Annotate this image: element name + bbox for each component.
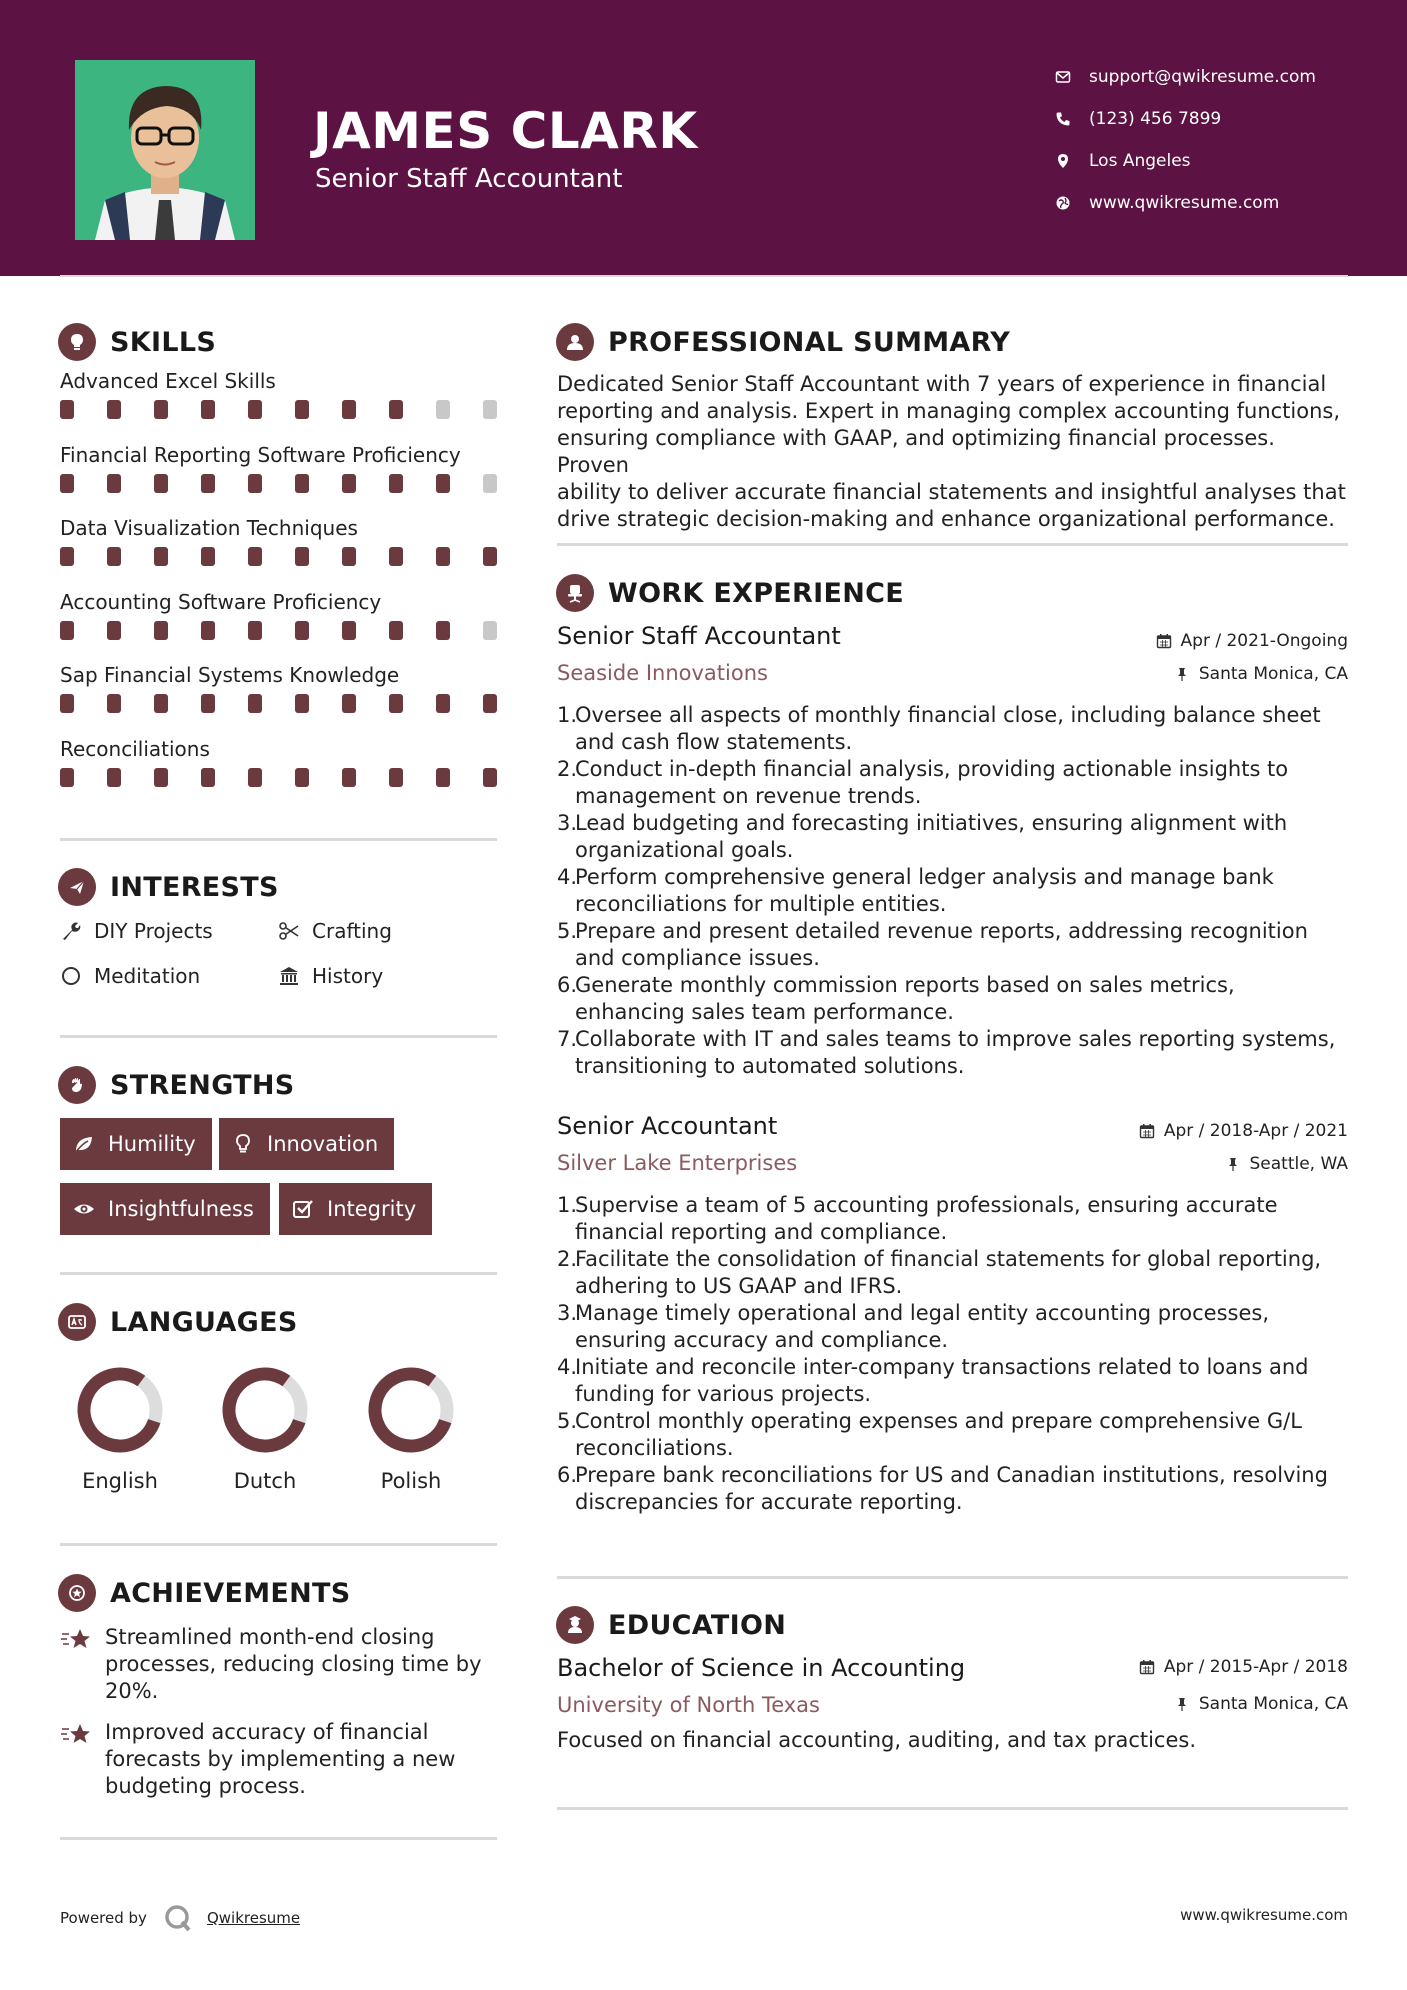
bullet-line: Generate monthly commission reports based on sales metrics, xyxy=(575,973,1235,997)
languages-title: LANGUAGES xyxy=(110,1306,298,1338)
bullet-text xyxy=(575,972,1235,1026)
job-bullet xyxy=(557,1192,1352,1246)
skill-dot xyxy=(389,474,403,493)
candidate-title: Senior Staff Accountant xyxy=(315,164,623,194)
skill-dot xyxy=(60,694,74,713)
bullet-line: reconciliations for multiple entities. xyxy=(575,892,947,916)
skill-dot xyxy=(154,621,168,640)
language-ring xyxy=(220,1365,310,1455)
strength-label: Innovation xyxy=(267,1132,379,1156)
skill-rating xyxy=(60,474,497,493)
summary-divider xyxy=(557,543,1348,546)
skill-dot xyxy=(295,474,309,493)
skill-dot xyxy=(107,474,121,493)
bullet-text xyxy=(575,1026,1335,1080)
skill-dot xyxy=(295,547,309,566)
skill-rating xyxy=(60,621,497,640)
powered-by xyxy=(60,1903,300,1933)
skill-dot xyxy=(342,400,356,419)
interests-heading xyxy=(58,868,279,906)
paper-plane-icon xyxy=(58,868,96,906)
bullet-number: 2. xyxy=(557,757,578,781)
star-icon xyxy=(60,1626,92,1654)
skill-dot xyxy=(436,547,450,566)
lightbulb-icon xyxy=(231,1132,255,1156)
achievement-line: budgeting process. xyxy=(105,1774,306,1798)
achievement-text xyxy=(105,1719,455,1800)
bullet-line: reconciliations. xyxy=(575,1436,734,1460)
bullet-number: 1. xyxy=(557,1193,578,1217)
contact-website-text: www.qwikresume.com xyxy=(1089,193,1280,213)
bullet-line: organizational goals. xyxy=(575,838,794,862)
strength-tag xyxy=(219,1118,394,1170)
user-icon xyxy=(556,323,594,361)
bullet-number: 3. xyxy=(557,1301,578,1325)
skill-dot xyxy=(483,621,497,640)
skill-dot xyxy=(389,400,403,419)
skill-dot xyxy=(295,768,309,787)
eye-icon xyxy=(72,1197,96,1221)
bullet-text xyxy=(575,1408,1302,1462)
job-title: Senior Accountant xyxy=(557,1112,778,1140)
strength-tag xyxy=(60,1118,212,1170)
job-bullet xyxy=(557,1300,1352,1354)
job-bullet xyxy=(557,1026,1352,1080)
skill-dot xyxy=(154,694,168,713)
language-name: Dutch xyxy=(233,1469,297,1493)
language-item xyxy=(336,1365,486,1493)
education-divider xyxy=(557,1807,1348,1810)
powered-by-label: Powered by xyxy=(60,1909,147,1927)
interest-item xyxy=(278,964,383,988)
summary-title: PROFESSIONAL SUMMARY xyxy=(608,326,1011,358)
summary-line: ensuring compliance with GAAP, and optimizing financial processes. Proven xyxy=(557,426,1275,477)
language-icon xyxy=(58,1303,96,1341)
achievement-line: forecasts by implementing a new xyxy=(105,1747,456,1771)
skill-dot xyxy=(342,621,356,640)
achievements-title: ACHIEVEMENTS xyxy=(110,1577,351,1609)
skill-rating xyxy=(60,768,497,787)
job-bullets xyxy=(557,1192,1352,1516)
job-bullet xyxy=(557,702,1352,756)
bullet-number: 2. xyxy=(557,1247,578,1271)
map-pin-icon xyxy=(1055,153,1089,169)
contact-email-text: support@qwikresume.com xyxy=(1089,67,1316,87)
language-name: Polish xyxy=(380,1469,442,1493)
bullet-text xyxy=(575,1354,1308,1408)
job-bullet xyxy=(557,1246,1352,1300)
calendar-icon xyxy=(1139,1123,1155,1139)
candidate-name: JAMES CLARK xyxy=(313,102,698,160)
leaf-icon xyxy=(72,1132,96,1156)
interest-item xyxy=(60,964,200,988)
bullet-line: Supervise a team of 5 accounting professionals, ensuring accurate xyxy=(575,1193,1278,1217)
skill-dot xyxy=(436,474,450,493)
brand-link[interactable]: Qwikresume xyxy=(206,1909,301,1927)
job-dates xyxy=(1156,631,1348,651)
bullet-line: transitioning to automated solutions. xyxy=(575,1054,965,1078)
skill-name: Accounting Software Proficiency xyxy=(60,589,382,614)
skill-dot xyxy=(201,474,215,493)
skill-dot xyxy=(154,400,168,419)
job-bullet xyxy=(557,918,1352,972)
skill-dot xyxy=(248,694,262,713)
skill-dot xyxy=(248,768,262,787)
skill-dot xyxy=(342,768,356,787)
calendar-icon xyxy=(1139,1659,1155,1675)
education-dates-text: Apr / 2015-Apr / 2018 xyxy=(1163,1657,1348,1677)
strengths-heading xyxy=(58,1066,295,1104)
skill-dot xyxy=(295,400,309,419)
bullet-text xyxy=(575,918,1308,972)
summary-line: reporting and analysis. Expert in managing complex accounting functions, xyxy=(557,399,1341,423)
star-icon xyxy=(60,1721,92,1749)
strengths-divider xyxy=(60,1272,497,1275)
interest-label: DIY Projects xyxy=(94,919,213,943)
job-bullet xyxy=(557,864,1352,918)
skill-dot xyxy=(60,621,74,640)
office-chair-icon xyxy=(556,574,594,612)
skill-rating xyxy=(60,694,497,713)
interest-label: Meditation xyxy=(94,964,201,988)
job-bullet xyxy=(557,1462,1352,1516)
skill-dot xyxy=(295,621,309,640)
award-icon xyxy=(58,1574,96,1612)
job-company: Seaside Innovations xyxy=(557,661,768,685)
skill-dot xyxy=(483,474,497,493)
language-ring xyxy=(366,1365,456,1455)
pushpin-icon xyxy=(1174,666,1190,682)
bullet-number: 4. xyxy=(557,1355,578,1379)
bullet-number: 6. xyxy=(557,1463,578,1487)
skill-dot xyxy=(342,547,356,566)
interests-divider xyxy=(60,1035,497,1038)
skill-rating xyxy=(60,400,497,419)
skill-dot xyxy=(483,768,497,787)
achievement-item xyxy=(60,1624,500,1705)
circle-icon xyxy=(60,965,82,987)
language-name: English xyxy=(82,1469,158,1493)
bullet-line: discrepancies for accurate reporting. xyxy=(575,1490,963,1514)
bullet-line: funding for various projects. xyxy=(575,1382,872,1406)
interest-label: History xyxy=(312,964,384,988)
job-bullets xyxy=(557,702,1352,1080)
contact-email[interactable] xyxy=(1055,56,1316,98)
skill-item xyxy=(60,513,500,566)
language-item xyxy=(190,1365,340,1493)
job-location xyxy=(1225,1154,1349,1174)
bullet-number: 3. xyxy=(557,811,578,835)
skill-dot xyxy=(248,400,262,419)
bullet-line: Oversee all aspects of monthly financial close, including balance sheet xyxy=(575,703,1321,727)
resume-header xyxy=(0,0,1407,276)
skill-item xyxy=(60,587,500,640)
education-description: Focused on financial accounting, auditing, and tax practices. xyxy=(557,1728,1197,1752)
job-bullet xyxy=(557,972,1352,1026)
skill-dot xyxy=(248,474,262,493)
skills-heading xyxy=(58,323,216,361)
job-location xyxy=(1174,664,1348,684)
bullet-number: 5. xyxy=(557,919,578,943)
checkbox-icon xyxy=(291,1197,315,1221)
skill-dot xyxy=(389,621,403,640)
skill-dot xyxy=(201,621,215,640)
museum-icon xyxy=(278,965,300,987)
strength-tag xyxy=(279,1183,432,1235)
bullet-line: Manage timely operational and legal entity accounting processes, xyxy=(575,1301,1270,1325)
bullet-line: enhancing sales team performance. xyxy=(575,1000,954,1024)
person-photo-illustration xyxy=(75,60,255,240)
language-item xyxy=(45,1365,195,1493)
bullet-text xyxy=(575,1246,1321,1300)
summary-heading xyxy=(556,323,1010,361)
languages-divider xyxy=(60,1543,497,1546)
bullet-line: Lead budgeting and forecasting initiatives, ensuring alignment with xyxy=(575,811,1288,835)
skill-name: Data Visualization Techniques xyxy=(60,516,358,540)
bullet-number: 4. xyxy=(557,865,578,889)
contact-website[interactable] xyxy=(1055,182,1316,224)
skill-dot xyxy=(436,768,450,787)
skill-dot xyxy=(60,474,74,493)
footer-website[interactable]: www.qwikresume.com xyxy=(1180,1906,1348,1924)
skill-dot xyxy=(483,694,497,713)
bullet-text xyxy=(575,702,1321,756)
education-location xyxy=(1174,1694,1348,1714)
achievements-divider xyxy=(60,1837,497,1840)
experience-title: WORK EXPERIENCE xyxy=(608,577,904,609)
skill-dot xyxy=(107,621,121,640)
skill-dot xyxy=(436,400,450,419)
job-company: Silver Lake Enterprises xyxy=(557,1151,798,1175)
globe-icon xyxy=(1055,195,1089,211)
skill-dot xyxy=(107,547,121,566)
skill-item xyxy=(60,440,500,493)
skill-dot xyxy=(483,400,497,419)
achievement-line: processes, reducing closing time by xyxy=(105,1652,482,1676)
bullet-line: Prepare and present detailed revenue reports, addressing recognition xyxy=(575,919,1308,943)
skill-dot xyxy=(154,474,168,493)
contact-phone[interactable] xyxy=(1055,98,1316,140)
skill-item xyxy=(60,366,500,419)
contact-phone-text: (123) 456 7899 xyxy=(1089,109,1222,129)
skill-name: Advanced Excel Skills xyxy=(60,369,276,393)
skill-dot xyxy=(154,547,168,566)
qwikresume-logo-icon xyxy=(163,1903,193,1933)
contact-location-text: Los Angeles xyxy=(1089,151,1191,171)
degree-title: Bachelor of Science in Accounting xyxy=(557,1654,966,1682)
summary-line: drive strategic decision-making and enhance organizational performance. xyxy=(557,507,1335,531)
bullet-text xyxy=(575,864,1274,918)
bullet-line: Perform comprehensive general ledger analysis and manage bank xyxy=(575,865,1274,889)
skill-item xyxy=(60,660,500,713)
bullet-text xyxy=(575,1300,1269,1354)
achievement-line: 20%. xyxy=(105,1679,159,1703)
envelope-icon xyxy=(1055,69,1089,85)
scissors-icon xyxy=(278,920,300,942)
achievements-heading xyxy=(58,1574,351,1612)
interests-title: INTERESTS xyxy=(110,871,279,903)
bullet-text xyxy=(575,756,1288,810)
strengths-title: STRENGTHS xyxy=(110,1069,295,1101)
school-name: University of North Texas xyxy=(557,1693,820,1717)
bullet-text xyxy=(575,1462,1328,1516)
skill-name: Financial Reporting Software Proficiency xyxy=(60,442,461,467)
skill-dot xyxy=(248,547,262,566)
skill-dot xyxy=(436,621,450,640)
skills-divider xyxy=(60,838,497,841)
bullet-line: Prepare bank reconciliations for US and Canadian institutions, resolving xyxy=(575,1463,1328,1487)
job-location-text: Seattle, WA xyxy=(1249,1154,1348,1174)
profile-photo xyxy=(75,60,255,240)
skill-name: Sap Financial Systems Knowledge xyxy=(60,663,400,687)
graduate-icon xyxy=(556,1606,594,1644)
skill-dot xyxy=(201,547,215,566)
summary-line: ability to deliver accurate financial statements and insightful analyses that xyxy=(557,480,1346,504)
contact-location xyxy=(1055,140,1316,182)
skill-dot xyxy=(60,547,74,566)
job-dates-text: Apr / 2018-Apr / 2021 xyxy=(1163,1121,1348,1141)
skills-title: SKILLS xyxy=(110,326,217,358)
job-bullet xyxy=(557,1354,1352,1408)
pushpin-icon xyxy=(1225,1156,1241,1172)
language-ring xyxy=(75,1365,165,1455)
education-heading xyxy=(556,1606,786,1644)
skill-dot xyxy=(60,768,74,787)
header-divider xyxy=(60,275,1348,277)
skill-dot xyxy=(389,694,403,713)
job-dates xyxy=(1139,1121,1348,1141)
bullet-line: ensuring accuracy and compliance. xyxy=(575,1328,949,1352)
job-dates-text: Apr / 2021-Ongoing xyxy=(1180,631,1348,651)
bullet-number: 1. xyxy=(557,703,578,727)
skill-dot xyxy=(436,694,450,713)
skill-dot xyxy=(483,547,497,566)
skill-dot xyxy=(201,694,215,713)
contact-list xyxy=(1055,56,1316,224)
job-title: Senior Staff Accountant xyxy=(557,622,841,650)
strength-tag xyxy=(60,1183,270,1235)
bullet-line: adhering to US GAAP and IFRS. xyxy=(575,1274,903,1298)
education-dates xyxy=(1139,1657,1348,1677)
skill-dot xyxy=(248,621,262,640)
interest-item xyxy=(60,919,213,943)
bullet-line: Control monthly operating expenses and prepare comprehensive G/L xyxy=(575,1409,1302,1433)
bullet-number: 7. xyxy=(557,1027,578,1051)
bullet-line: Initiate and reconcile inter-company transactions related to loans and xyxy=(575,1355,1309,1379)
skill-dot xyxy=(154,768,168,787)
skill-dot xyxy=(389,768,403,787)
skill-rating xyxy=(60,547,497,566)
wrench-icon xyxy=(60,920,82,942)
bullet-text xyxy=(575,1192,1278,1246)
strength-label: Integrity xyxy=(327,1197,417,1221)
bullet-line: and compliance issues. xyxy=(575,946,820,970)
skill-dot xyxy=(107,400,121,419)
fist-icon xyxy=(58,1066,96,1104)
achievement-line: Streamlined month-end closing xyxy=(105,1625,435,1649)
skill-dot xyxy=(201,400,215,419)
skill-dot xyxy=(389,547,403,566)
bullet-line: Facilitate the consolidation of financial statements for global reporting, xyxy=(575,1247,1322,1271)
bullet-number: 5. xyxy=(557,1409,578,1433)
strength-label: Insightfulness xyxy=(108,1197,254,1221)
bullet-line: financial reporting and compliance. xyxy=(575,1220,948,1244)
bullet-line: management on revenue trends. xyxy=(575,784,922,808)
skill-dot xyxy=(107,768,121,787)
education-location-text: Santa Monica, CA xyxy=(1198,1694,1348,1714)
bullet-line: Conduct in-depth financial analysis, providing actionable insights to xyxy=(575,757,1289,781)
lightbulb-icon xyxy=(58,323,96,361)
summary-line: Dedicated Senior Staff Accountant with 7 years of experience in financial xyxy=(557,372,1327,396)
skill-dot xyxy=(201,768,215,787)
interest-item xyxy=(278,919,392,943)
bullet-number: 6. xyxy=(557,973,578,997)
experience-heading xyxy=(556,574,904,612)
bullet-line: and cash flow statements. xyxy=(575,730,853,754)
pushpin-icon xyxy=(1174,1696,1190,1712)
education-title: EDUCATION xyxy=(608,1609,787,1641)
job-bullet xyxy=(557,1408,1352,1462)
skill-dot xyxy=(342,694,356,713)
achievement-item xyxy=(60,1719,500,1800)
achievement-line: Improved accuracy of financial xyxy=(105,1720,429,1744)
experience-divider xyxy=(557,1576,1348,1579)
skill-dot xyxy=(60,400,74,419)
bullet-text xyxy=(575,810,1287,864)
job-location-text: Santa Monica, CA xyxy=(1198,664,1348,684)
skill-dot xyxy=(342,474,356,493)
achievement-text xyxy=(105,1624,482,1705)
strength-label: Humility xyxy=(108,1132,196,1156)
languages-heading xyxy=(58,1303,298,1341)
skill-dot xyxy=(295,694,309,713)
job-bullet xyxy=(557,810,1352,864)
bullet-line: Collaborate with IT and sales teams to improve sales reporting systems, xyxy=(575,1027,1336,1051)
skill-item xyxy=(60,734,500,787)
interest-label: Crafting xyxy=(312,919,392,943)
calendar-icon xyxy=(1156,633,1172,649)
skill-name: Reconciliations xyxy=(60,736,210,761)
phone-icon xyxy=(1055,111,1089,127)
job-bullet xyxy=(557,756,1352,810)
skill-dot xyxy=(107,694,121,713)
summary-text xyxy=(557,371,1352,533)
